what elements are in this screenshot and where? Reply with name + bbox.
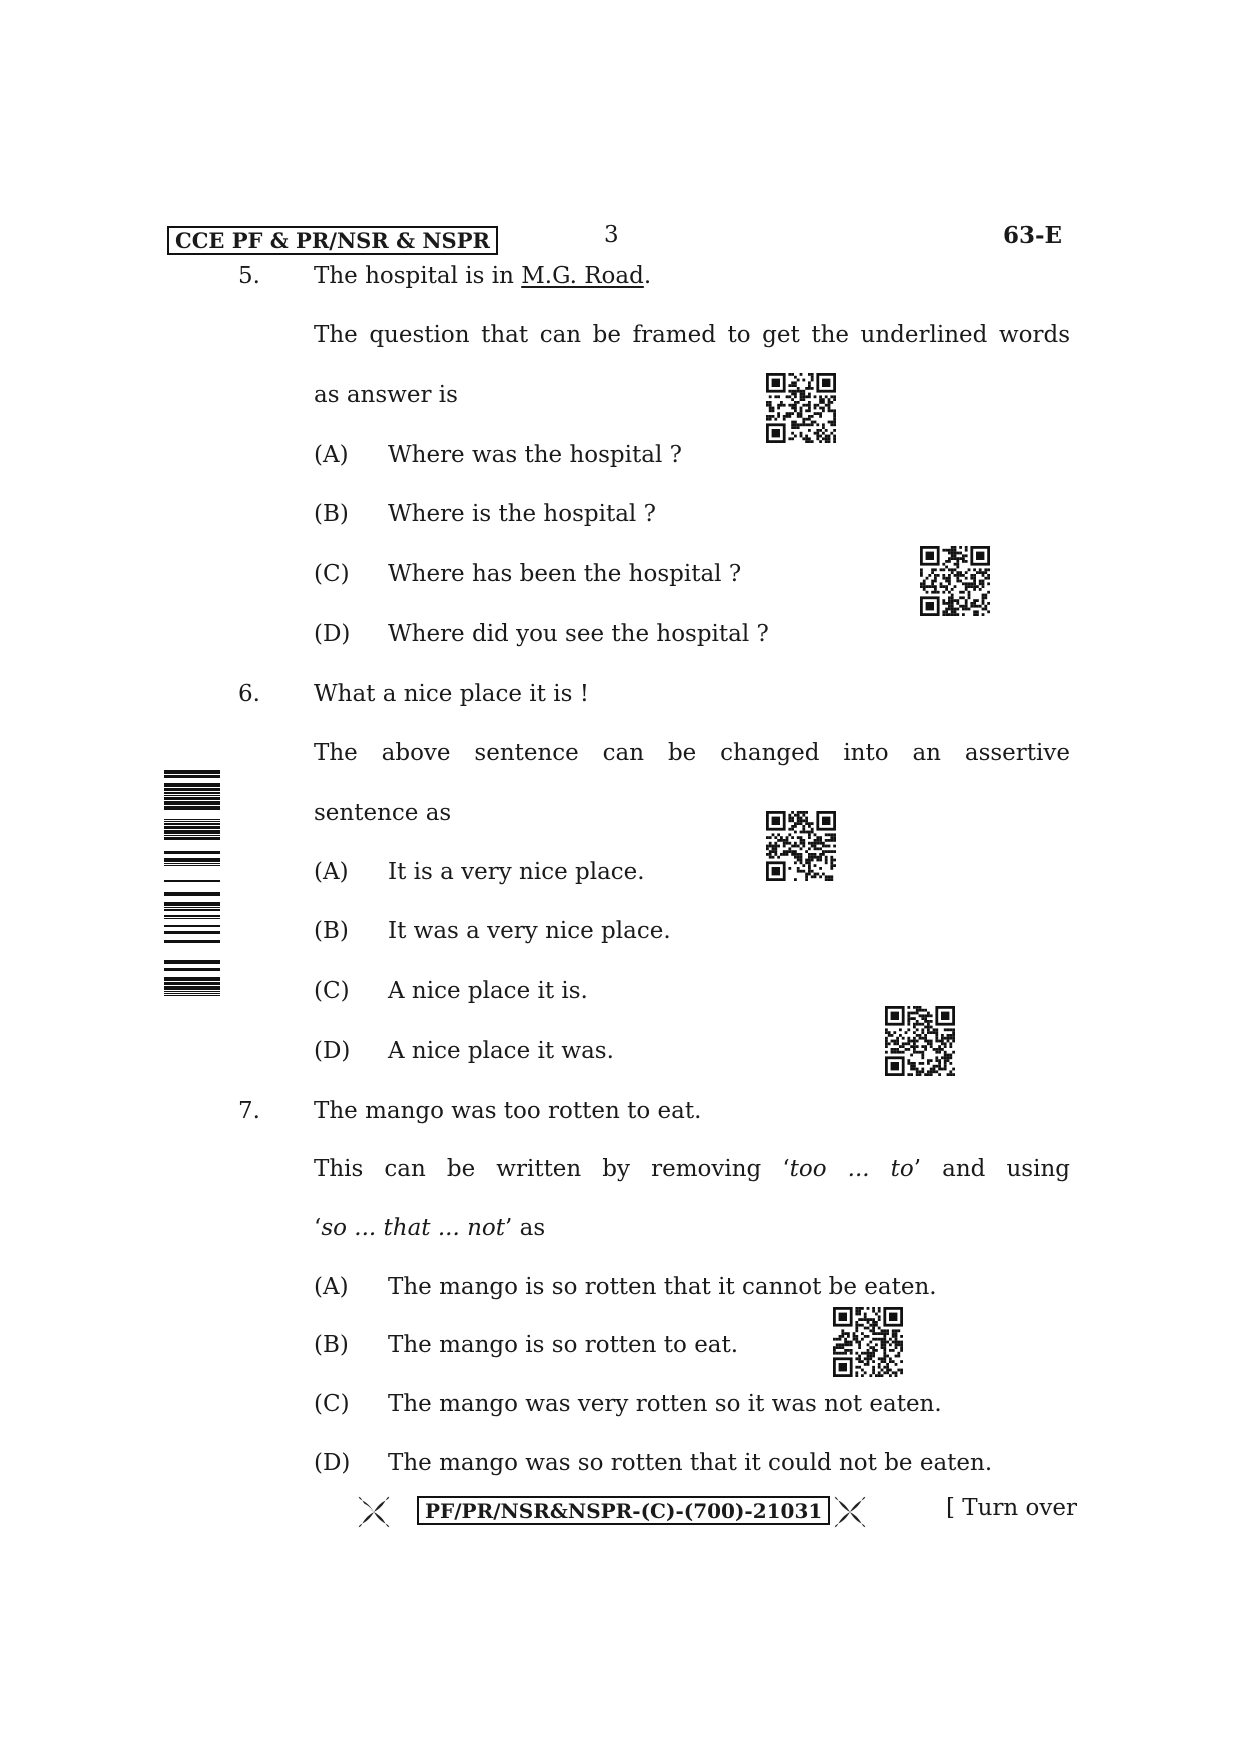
question-instruction: The above sentence can be changed into an assertive [314,740,1070,766]
qr-code-image [833,1307,903,1377]
option-text: The mango was very rotten so it was not eaten. [388,1391,942,1417]
question-instruction: as answer is [314,382,458,408]
option-text: The mango is so rotten to eat. [388,1332,739,1358]
option-label: (B) [314,501,349,527]
option-label: (D) [314,1450,351,1476]
option-label: (A) [314,859,349,885]
option-text: The mango was so rotten that it could not be eaten. [388,1450,993,1476]
footer-paper-code: PF/PR/NSR&NSPR-(C)-(700)-21031 [417,1496,830,1525]
option-label: (C) [314,978,350,1004]
option-text: A nice place it was. [388,1038,614,1064]
question-number: 7. [238,1098,260,1124]
option-label: (B) [314,918,349,944]
option-text: Where was the hospital ? [388,442,682,468]
question-instruction: ‘so ... that ... not’ as [314,1215,546,1241]
option-label: (C) [314,561,350,587]
qr-code-image [920,546,990,616]
question-instruction: The question that can be framed to get the underlined words [314,322,1070,348]
question-stem: What a nice place it is ! [314,681,589,707]
qr-code-image [766,811,836,881]
question-number: 6. [238,681,260,707]
question-instruction: sentence as [314,800,452,826]
question-instruction: This can be written by removing ‘too ... to’ and using [314,1156,1070,1182]
turn-over-note: [ Turn over [946,1495,1078,1521]
option-text: Where has been the hospital ? [388,561,742,587]
option-text: It is a very nice place. [388,859,645,885]
page-number: 3 [604,222,619,248]
ornament-icon [832,1494,868,1530]
option-label: (A) [314,1274,349,1300]
option-text: It was a very nice place. [388,918,671,944]
option-text: The mango is so rotten that it cannot be eaten. [388,1274,937,1300]
option-label: (B) [314,1332,349,1358]
option-text: A nice place it is. [388,978,588,1004]
qr-code-image [885,1006,955,1076]
option-label: (A) [314,442,349,468]
paper-set-code: 63-E [1003,222,1063,249]
qr-code-image [766,373,836,443]
question-number: 5. [238,263,260,289]
underlined-phrase: M.G. Road [521,263,644,289]
question-stem: The mango was too rotten to eat. [314,1098,702,1124]
paper-code-box: CCE PF & PR/NSR & NSPR [167,226,498,255]
question-stem: The hospital is in M.G. Road. [314,263,652,289]
option-label: (D) [314,1038,351,1064]
option-label: (D) [314,621,351,647]
option-text: Where is the hospital ? [388,501,656,527]
option-text: Where did you see the hospital ? [388,621,769,647]
ornament-icon [356,1494,392,1530]
barcode-image [164,766,220,996]
option-label: (C) [314,1391,350,1417]
